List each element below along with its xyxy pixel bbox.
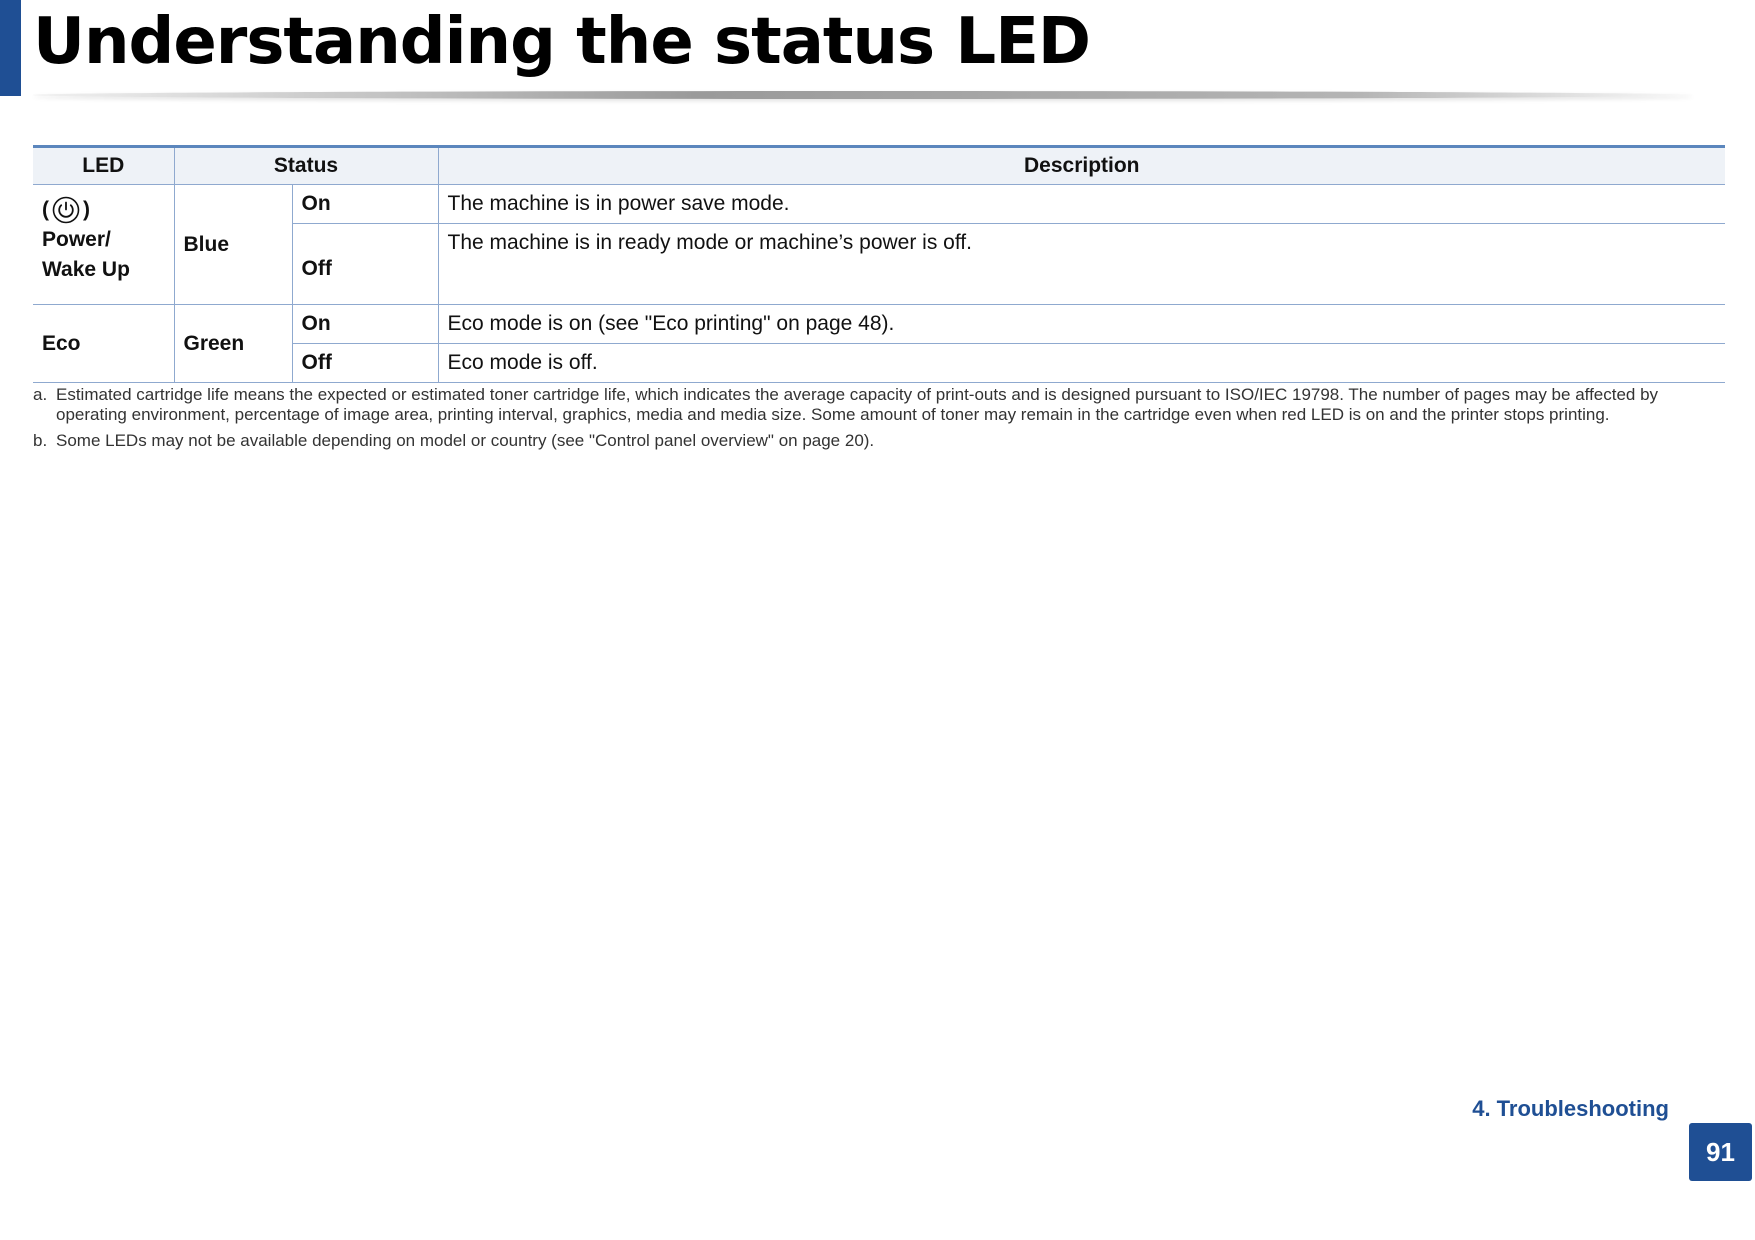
paren-open: ( <box>42 198 49 221</box>
page-title: Understanding the status LED <box>33 5 1091 79</box>
footnote-mark: b. <box>33 431 48 450</box>
led-label-line1: Power/ <box>42 228 111 251</box>
led-color-blue: Blue <box>174 185 292 305</box>
footnote-text: Estimated cartridge life means the expected or estimated toner cartridge life, which indicates the average capacity of print-outs and is designed pursuant to ISO/IEC 19798. The number of pages may be affected by operating environment, percentage of image area, printing interval, graphics, media and media size. Some amount of toner may remain in the cartridge even when red LED is on and the printer stops printing. <box>56 385 1659 424</box>
state-off: Off <box>292 224 438 305</box>
column-header-led: LED <box>33 147 174 185</box>
state-description: Eco mode is off. <box>438 344 1725 383</box>
footnote-b <box>33 431 1723 451</box>
column-header-description: Description <box>438 147 1725 185</box>
footnote-a <box>33 385 1723 425</box>
led-status-table <box>33 145 1725 383</box>
table-header-row <box>33 147 1725 185</box>
footer-section-label: 4. Troubleshooting <box>1472 1096 1669 1121</box>
table-row <box>33 305 1725 344</box>
footnote-text: Some LEDs may not be available depending on model or country (see "Control panel overview" on page 20). <box>56 431 875 450</box>
paren-close: ) <box>83 198 90 221</box>
led-cell-eco: Eco <box>33 305 174 383</box>
page-number-badge: 91 <box>1689 1123 1752 1181</box>
led-color-green: Green <box>174 305 292 383</box>
left-accent-bar <box>0 0 21 96</box>
state-description: The machine is in power save mode. <box>438 185 1725 224</box>
state-on: On <box>292 185 438 224</box>
state-description: Eco mode is on (see "Eco printing" on page 48). <box>438 305 1725 344</box>
table-row <box>33 185 1725 224</box>
state-off: Off <box>292 344 438 383</box>
power-icon <box>52 196 80 224</box>
title-divider <box>33 91 1693 99</box>
state-on: On <box>292 305 438 344</box>
footnotes <box>33 385 1723 457</box>
footnote-mark: a. <box>33 385 48 404</box>
state-description: The machine is in ready mode or machine’s power is off. <box>438 224 1725 305</box>
power-icon-wrapper <box>42 195 165 225</box>
column-header-status: Status <box>174 147 438 185</box>
led-cell-power <box>33 185 174 305</box>
led-label-line2: Wake Up <box>42 258 130 281</box>
